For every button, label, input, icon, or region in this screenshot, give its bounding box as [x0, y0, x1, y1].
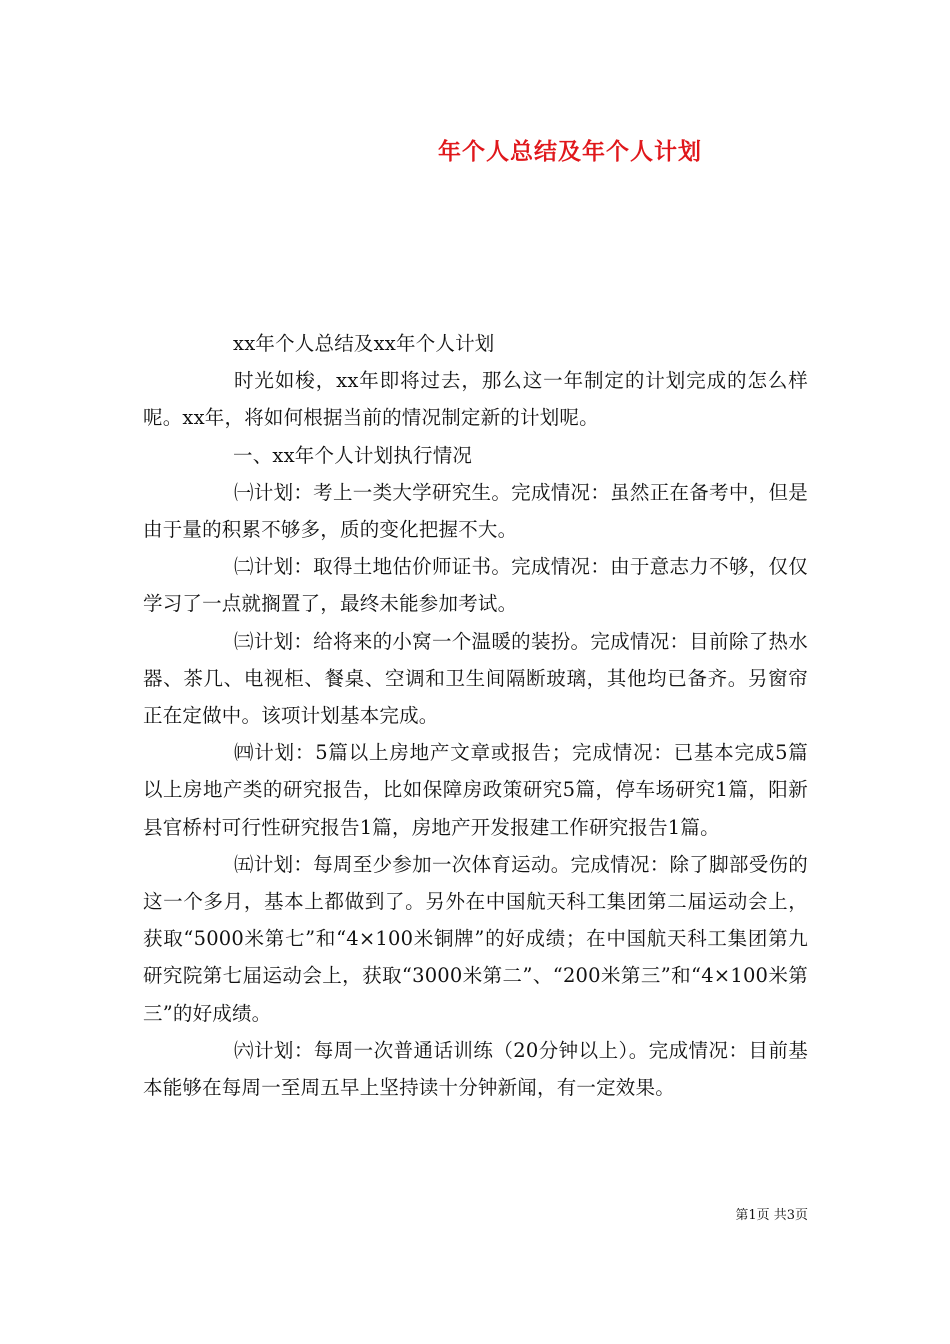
document-title: 年个人总结及年个人计划	[438, 139, 702, 165]
plan-item-2: ㈡计划：取得土地估价师证书。完成情况：由于意志力不够，仅仅学习了一点就搁置了，最终未能参加考试。	[143, 555, 808, 616]
plan-item-1: ㈠计划：考上一类大学研究生。完成情况：虽然正在备考中，但是由于量的积累不够多，质的变化把握不大。	[143, 480, 808, 542]
plan-item-3: ㈢计划：给将来的小窝一个温暖的装扮。完成情况：目前除了热水器、茶几、电视柜、餐桌、空调和卫生间隔断玻璃，其他均已备齐。另窗帘正在定做中。该项计划基本完成。	[143, 629, 808, 728]
document-subtitle: xx年个人总结及xx年个人计划	[233, 332, 495, 355]
plan-item-6: ㈥计划：每周一次普通话训练（20分钟以上）。完成情况：目前基本能够在每周一至周五早上坚持读十分钟新闻，有一定效果。	[143, 1038, 808, 1100]
document-body	[143, 325, 808, 1106]
page-number: 第1页 共3页	[735, 1208, 808, 1223]
plan-item-5: ㈤计划：每周至少参加一次体育运动。完成情况：除了脚部受伤的这一个多月，基本上都做到了。另外在中国航天科工集团第二届运动会上，获取“5000米第七”和“4×100米铜牌”的好成绩；在中国航天科工集团第九研究院第七届运动会上，获取“3000米第二”、“200米第三”和“4×100米第三”的好成绩。	[143, 852, 808, 1025]
intro-paragraph: 时光如梭，xx年即将过去，那么这一年制定的计划完成的怎么样呢。xx年，将如何根据当前的情况制定新的计划呢。	[143, 369, 808, 430]
plan-item-4: ㈣计划：5篇以上房地产文章或报告；完成情况：已基本完成5篇以上房地产类的研究报告，比如保障房政策研究5篇，停车场研究1篇，阳新县官桥村可行性研究报告1篇，房地产开发报建工作研究报告1篇。	[143, 741, 808, 839]
section-heading: 一、xx年个人计划执行情况	[233, 443, 473, 467]
